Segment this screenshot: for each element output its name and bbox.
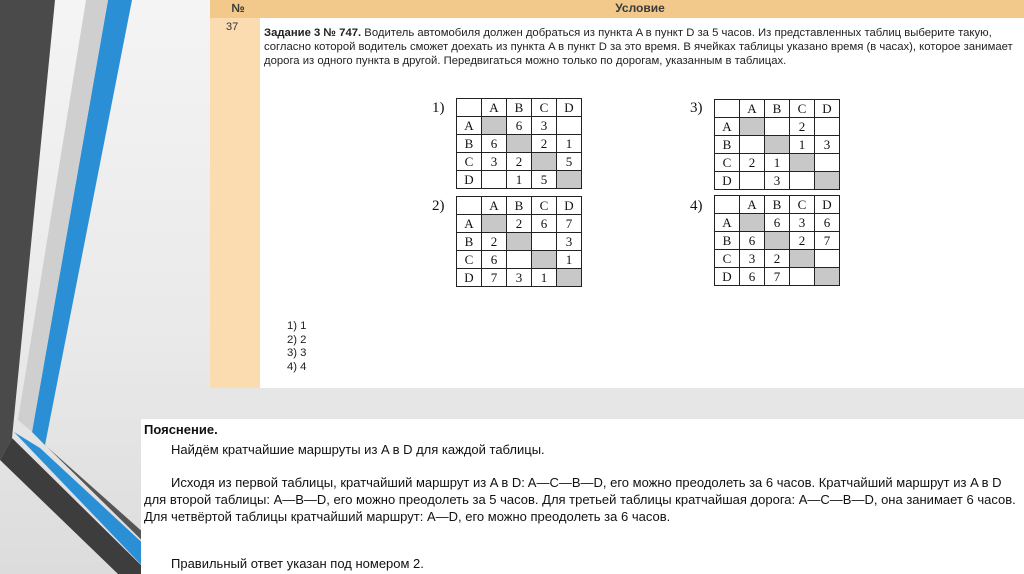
table-cell (507, 251, 532, 269)
table-cell (740, 214, 765, 232)
table-cell (765, 118, 790, 136)
table-cell: A (740, 100, 765, 118)
answer-option[interactable]: 2) 2 (287, 333, 307, 346)
table-row (457, 215, 582, 233)
task-panel (210, 0, 1024, 388)
table-cell (740, 136, 765, 154)
table-row (457, 233, 582, 251)
table-cell (815, 118, 840, 136)
table-cell (790, 172, 815, 190)
table-cell: 7 (482, 269, 507, 287)
table-cell: C (715, 154, 740, 172)
table-cell (815, 154, 840, 172)
table-cell: C (790, 196, 815, 214)
task-number: 37 (226, 21, 239, 33)
table-row (715, 172, 840, 190)
answer-option[interactable]: 1) 1 (287, 320, 307, 332)
table-row (457, 251, 582, 269)
table-row (715, 196, 840, 214)
answer-option[interactable]: 4) 4 (287, 360, 307, 373)
table-cell: 6 (765, 214, 790, 232)
distance-table (456, 196, 582, 287)
table-cell: 1 (557, 251, 582, 269)
table-cell: 2 (790, 118, 815, 136)
table-cell: B (715, 136, 740, 154)
table-cell: C (532, 197, 557, 215)
task-header (210, 0, 1024, 18)
table-row (715, 100, 840, 118)
table-cell: D (715, 172, 740, 190)
explanation-paragraph-3: Правильный ответ указан под номером 2. (171, 556, 424, 571)
explanation-title: Пояснение. (144, 422, 218, 437)
table-cell (815, 250, 840, 268)
table-cell: 7 (557, 215, 582, 233)
table-cell: 7 (815, 232, 840, 250)
table-row (715, 118, 840, 136)
table-cell: 3 (532, 117, 557, 135)
table-cell: 7 (765, 268, 790, 286)
table-label: 3) (690, 100, 703, 116)
table-cell: 2 (507, 215, 532, 233)
table-cell (790, 268, 815, 286)
task-title: Задание 3 № 747. (264, 27, 362, 39)
table-cell (532, 233, 557, 251)
table-cell: 2 (790, 232, 815, 250)
table-row (457, 269, 582, 287)
table-cell: C (715, 250, 740, 268)
table-label: 4) (690, 198, 703, 214)
table-cell: 3 (765, 172, 790, 190)
table-cell: D (457, 269, 482, 287)
table-cell (815, 172, 840, 190)
table-cell: D (557, 99, 582, 117)
table-cell: 3 (507, 269, 532, 287)
table-row (715, 232, 840, 250)
table-cell: C (532, 99, 557, 117)
table-cell (507, 135, 532, 153)
table-cell: A (482, 99, 507, 117)
table-cell: D (815, 100, 840, 118)
table-cell: 3 (557, 233, 582, 251)
answer-option[interactable]: 3) 3 (287, 347, 307, 359)
task-statement (264, 26, 1020, 68)
header-condition-label: Условие (615, 1, 665, 15)
table-cell: 6 (532, 215, 557, 233)
table-row (715, 214, 840, 232)
table-cell (765, 136, 790, 154)
table-cell (557, 117, 582, 135)
table-cell: 5 (557, 153, 582, 171)
table-cell: D (815, 196, 840, 214)
table-cell: A (715, 214, 740, 232)
table-cell: 6 (507, 117, 532, 135)
table-cell: 6 (815, 214, 840, 232)
table-cell: D (457, 171, 482, 189)
table-cell (532, 251, 557, 269)
table-label: 2) (432, 198, 445, 214)
table-cell: A (482, 197, 507, 215)
table-cell: 2 (482, 233, 507, 251)
table-cell: B (457, 135, 482, 153)
table-cell (507, 233, 532, 251)
table-cell: A (457, 117, 482, 135)
answer-options (287, 320, 306, 374)
table-cell: D (557, 197, 582, 215)
table-row (715, 136, 840, 154)
explanation-paragraph-1: Найдём кратчайшие маршруты из A в D для каждой таблицы. (171, 442, 545, 457)
table-cell (557, 171, 582, 189)
table-cell: 3 (815, 136, 840, 154)
table-cell (790, 154, 815, 172)
table-cell (482, 117, 507, 135)
table-cell: C (790, 100, 815, 118)
table-cell: 5 (532, 171, 557, 189)
table-cell: 6 (482, 251, 507, 269)
table-cell: 3 (740, 250, 765, 268)
table-cell: 1 (507, 171, 532, 189)
table-cell (457, 197, 482, 215)
table-label: 1) (432, 100, 445, 116)
table-cell: C (457, 251, 482, 269)
header-number-label: № (231, 1, 245, 15)
table-cell: B (507, 197, 532, 215)
table-row (457, 171, 582, 189)
distance-table (456, 98, 582, 189)
table-cell: 3 (482, 153, 507, 171)
table-cell: B (457, 233, 482, 251)
explanation-paragraph-2: Исходя из первой таблицы, кратчайший маршрут из A в D: A—C—B—D, его можно преодолеть за 6 часов. Кратчайший маршрут из A в D для второй таблицы: A—B—D, его можно преодолеть за 5 часов. Для третьей таблицы кратчайшая дорога: A—C—B—D, она занимает 6 часов. Для четвёртой таблицы кратчайший маршрут: A—D, его можно преодолеть за 6 часов. (144, 475, 1016, 524)
table-cell: 6 (482, 135, 507, 153)
table-cell (557, 269, 582, 287)
table-row (715, 268, 840, 286)
table-cell (715, 100, 740, 118)
table-cell: 6 (740, 268, 765, 286)
table-cell: 2 (765, 250, 790, 268)
table-cell (815, 268, 840, 286)
table-cell: 1 (765, 154, 790, 172)
table-cell (790, 250, 815, 268)
table-cell (740, 172, 765, 190)
table-cell: B (507, 99, 532, 117)
table-cell: B (765, 196, 790, 214)
table-cell: 2 (532, 135, 557, 153)
table-row (457, 117, 582, 135)
table-cell: 3 (790, 214, 815, 232)
table-row (457, 99, 582, 117)
table-cell: 1 (532, 269, 557, 287)
table-cell: B (715, 232, 740, 250)
table-cell: 1 (790, 136, 815, 154)
table-cell: B (765, 100, 790, 118)
table-cell (482, 171, 507, 189)
table-cell: C (457, 153, 482, 171)
explanation-panel (141, 419, 1024, 574)
table-cell: 2 (507, 153, 532, 171)
table-row (457, 197, 582, 215)
table-cell: 6 (740, 232, 765, 250)
table-row (715, 154, 840, 172)
table-cell (715, 196, 740, 214)
table-cell (740, 118, 765, 136)
table-cell (482, 215, 507, 233)
table-cell: A (457, 215, 482, 233)
distance-table (714, 195, 840, 286)
distance-table (714, 99, 840, 190)
table-cell: A (740, 196, 765, 214)
table-cell (765, 232, 790, 250)
table-row (457, 135, 582, 153)
task-body: Водитель автомобиля должен добраться из пункта A в пункт D за 5 часов. Из представленных таблиц выберите такую, согласно которой водитель сможет доехать из пункта A в пункт D за это время. В ячейках таблицы указано время (в часах), которое занимает дорога из одного пункта в другой. Передвигаться можно только по дорогам, указанным в таблицах. (264, 27, 1013, 67)
table-row (457, 153, 582, 171)
table-cell (532, 153, 557, 171)
table-cell: 1 (557, 135, 582, 153)
table-cell (457, 99, 482, 117)
table-row (715, 250, 840, 268)
table-cell: A (715, 118, 740, 136)
table-cell: 2 (740, 154, 765, 172)
table-cell: D (715, 268, 740, 286)
task-number-column (210, 18, 260, 388)
